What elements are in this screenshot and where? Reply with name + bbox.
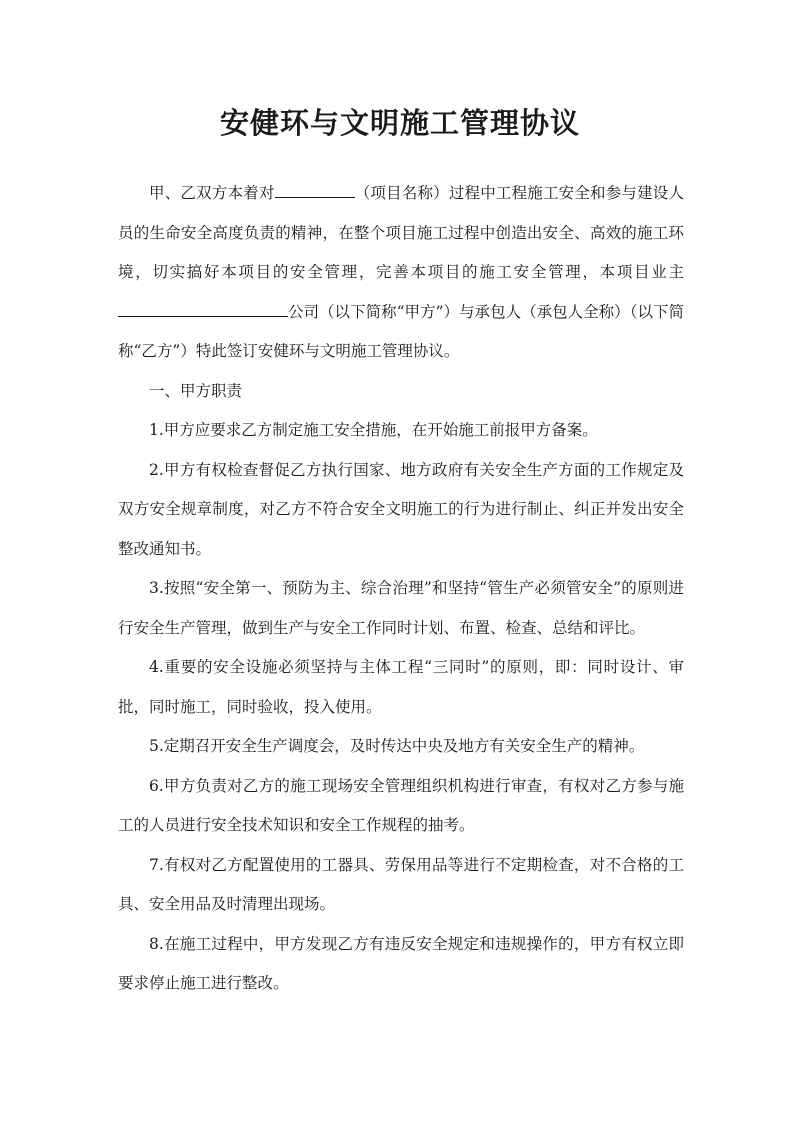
document-body — [118, 174, 684, 1004]
intro-text-3: 公司（以下简称“甲方”）与承包人（承包人全称）（以下简称“乙方”）特此签订安健环与文明施工管理协议。 — [118, 302, 684, 360]
clause-item-2: 2.甲方有权检查督促乙方执行国家、地方政府有关安全生产方面的工作规定及双方安全规章制度，对乙方不符合安全文明施工的行为进行制止、纠正并发出安全整改通知书。 — [118, 460, 684, 558]
clause-item-6: 6.甲方负责对乙方的施工现场安全管理组织机构进行审查，有权对乙方参与施工的人员进行安全技术知识和安全工作规程的抽考。 — [118, 776, 684, 834]
clause-item-7: 7.有权对乙方配置使用的工器具、劳保用品等进行不定期检查，对不合格的工具、安全用品及时清理出现场。 — [118, 855, 684, 913]
section-heading: 一、甲方职责 — [149, 381, 243, 400]
intro-text-1: 甲、乙双方本着对 — [149, 184, 275, 202]
clause-item-4: 4.重要的安全设施必须坚持与主体工程“三同时”的原则，即：同时设计、审批，同时施工，同时验收，投入使用。 — [118, 658, 684, 716]
clause-item-8: 8.在施工过程中，甲方发现乙方有违反安全规定和违规操作的，甲方有权立即要求停止施工进行整改。 — [118, 934, 684, 992]
intro-text-2: （项目名称）过程中工程施工安全和参与建设人员的生命安全高度负责的精神，在整个项目施工过程中创造出安全、高效的施工环境，切实搞好本项目的安全管理，完善本项目的施工安全管理，本项目业主 — [118, 184, 684, 281]
clause-item-3: 3.按照“安全第一、预防为主、综合治理”和坚持“管生产必须管安全”的原则进行安全生产管理，做到生产与安全工作同时计划、布置、检查、总结和评比。 — [118, 579, 684, 637]
document-title: 安健环与文明施工管理协议 — [219, 106, 580, 140]
clause-item-5: 5.定期召开安全生产调度会，及时传达中央及地方有关安全生产的精神。 — [149, 737, 645, 755]
project-name-blank — [275, 181, 355, 198]
clause-item-1: 1.甲方应要求乙方制定施工安全措施，在开始施工前报甲方备案。 — [149, 421, 598, 439]
intro-paragraph — [118, 174, 684, 372]
owner-company-blank — [118, 299, 288, 316]
